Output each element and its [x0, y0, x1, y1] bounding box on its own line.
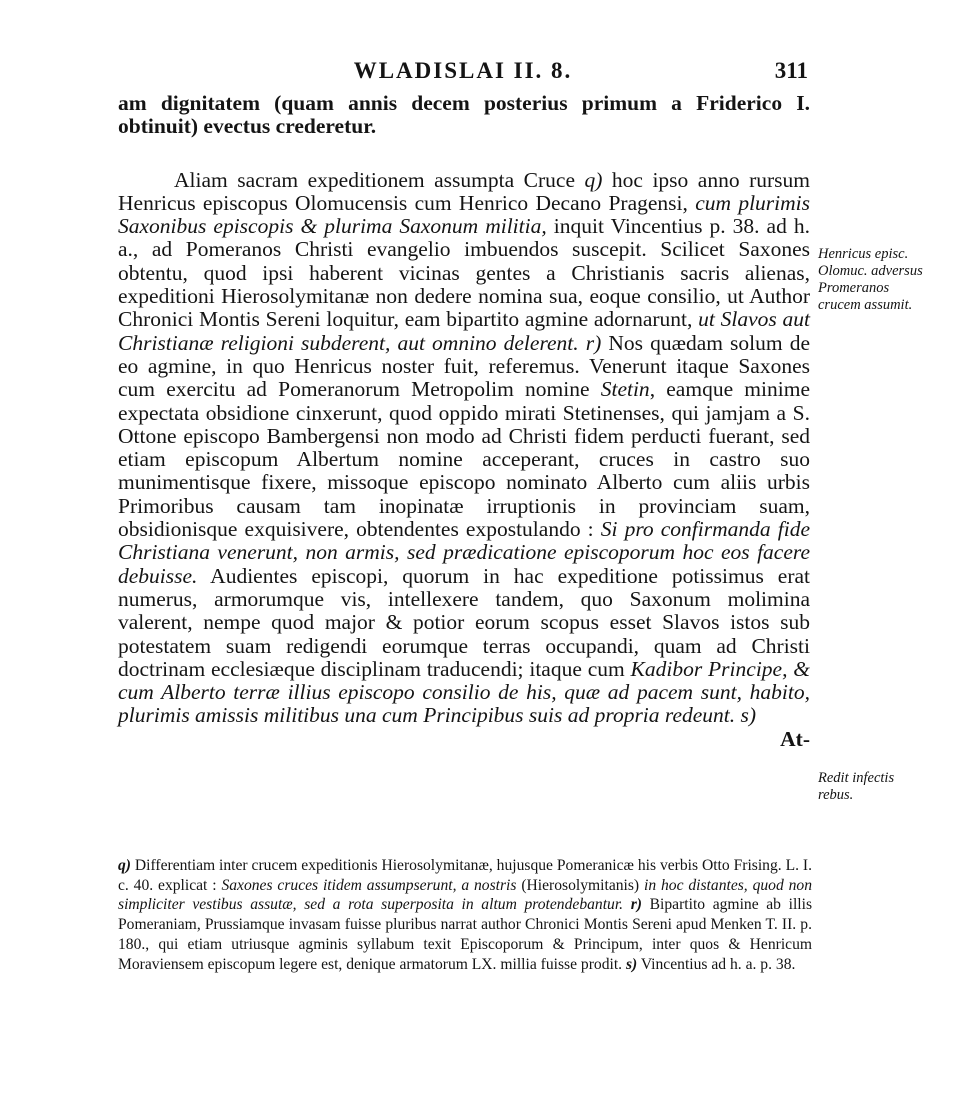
- paragraph-continuation: [118, 92, 810, 139]
- page-header: [118, 58, 808, 88]
- italic-quote: cum plurimis Saxonibus episcopis & plurima Saxonum militia,: [118, 190, 810, 239]
- footnotes: [118, 856, 812, 974]
- italic-quote: Saxones cruces itidem assumpserunt, a nostris: [221, 876, 517, 894]
- text-run: inquit Vincentius p. 38. ad h. a., ad Pomeranos Christi evangelio imbuendos suscepit. Scilicet Saxones obtentu, quod ipsi haberent vicinas gentes a Christianis sacris alienas, expeditioni Hierosolymitanæ non dedere nomina sua, eoque consilio, ut Author Chronici Montis Sereni loquitur, eam bipartito agmine adornarunt,: [118, 214, 810, 332]
- italic-quote: Si pro confirmanda fide Christiana venerunt, non armis, sed prædicatione episcoporum hoc eos facere debuisse.: [118, 517, 810, 588]
- paragraph-crusade: [118, 169, 810, 728]
- text-run: am dignitatem (quam annis decem posterius primum a Friderico I. obtinuit) evectus crederetur.: [118, 91, 810, 139]
- page-number: 311: [774, 58, 808, 83]
- running-head: WLADISLAI II. 8.: [353, 58, 573, 83]
- text-run: [579, 331, 586, 355]
- text-run: Vincentius ad h. a. p. 38.: [637, 955, 796, 973]
- main-text: [118, 92, 810, 751]
- italic-name: Stetin: [600, 377, 650, 402]
- text-run: Bipartito agmine ab illis Pomeraniam, Prussiamque invasam fuisse pluribus narrat author Chronici Montis Sereni apud Menken T. II. p. 180., qui etiam utriusque agminis syllabum texit Episcoporum & Principum, inter quos & Henricum Moraviensem episcopum legere est, denique armatorum LX. millia fuisse prodit.: [118, 896, 813, 973]
- text-run: Nos quædam solum de eo agmine, in quo Henricus noster fuit, referemus. Venerunt itaque Saxones cum exercitu ad Pomeranorum Metropolim nomine: [118, 330, 811, 402]
- margin-note-crusade: Henricus episc. Olomuc. adversus Promeranos crucem assumit.: [818, 246, 923, 313]
- margin-note-return: Redit infectis rebus.: [818, 770, 895, 803]
- footnote-mark-q: q): [118, 857, 131, 874]
- footnote-reference-r: r): [585, 330, 602, 355]
- footnote-reference-s: s): [740, 703, 757, 728]
- footnote-reference-q: q): [584, 167, 603, 192]
- text-run: [623, 896, 631, 913]
- italic-quote: Kadibor Principe, & cum Alberto terræ illius episcopo consilio de his, quæ ad pacem sunt, habito, plurimis amissis militibus una cum Principibus suis ad propria redeunt.: [118, 656, 811, 728]
- catchword: At-: [780, 726, 810, 751]
- footnote-mark-r: r): [630, 896, 642, 914]
- italic-quote: ut Slavos aut Christianæ religioni subderent, aut omnino delerent.: [118, 307, 810, 355]
- italic-quote: in hoc distantes, quod non simpliciter vestibus assutæ, sed a rota superposita in altum protendebantur.: [118, 876, 813, 914]
- text-run: Differentiam inter crucem expeditionis Hierosolymitanæ, hujusque Pomeranicæ his verbis Otto Frising. L. I. c. 40. explicat :: [118, 857, 812, 894]
- text-run: hoc ipso anno rursum Henricus episcopus Olomucensis cum Henrico Decano Pragensi,: [118, 167, 810, 215]
- text-run: Aliam sacram expeditionem assumpta Cruce: [174, 167, 585, 192]
- footnote-block: [118, 856, 812, 974]
- footnote-mark-s: s): [625, 955, 638, 973]
- text-run: (Hierosolymitanis): [516, 876, 644, 894]
- text-run: Audientes episcopi, quorum in hac expeditione potissimus erat numerus, armorumque vis, intellexere tandem, quo Saxonum molimina valerent, nempe quod major & potior eorum scopus esset Slavos istos sub potestatem suam redigendi eorumque terras occupandi, quam ad Christi doctrinam ecclesiæque disciplinam traducendi; itaque cum: [118, 563, 810, 681]
- text-run: , eamque minime expectata obsidione cinxerunt, quod oppido mirati Stetinenses, qui jamjam a S. Ottone episcopo Bambergensi non modo ad Christi fidem perducti fuerant, sed etiam episcopum Albertum nomine acceperant, cruces in castro suo munimentisque fixere, missoque episcopo nominato Alberto cum aliis urbis Primoribus causam tam inopinatæ irruptionis in provinciam suam, obsidionisque exquisivere, obtendentes expostulando :: [118, 377, 810, 542]
